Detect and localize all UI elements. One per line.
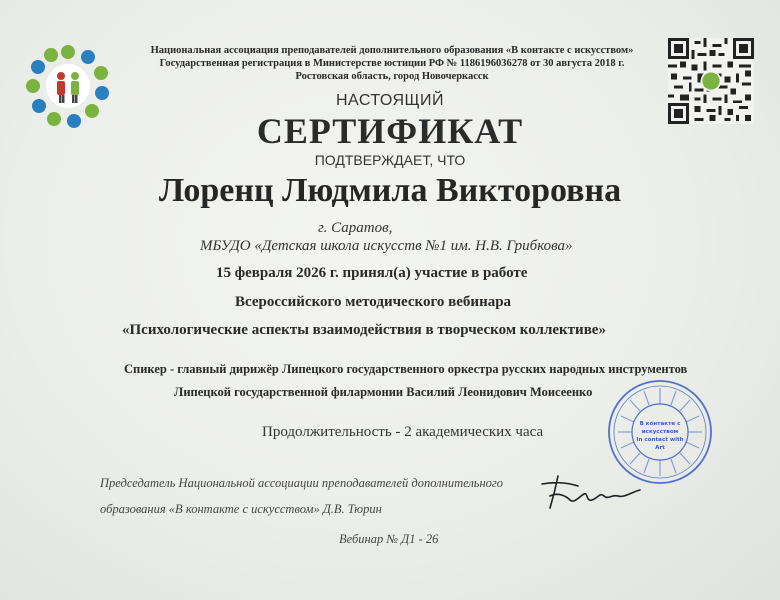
duration: Продолжительность - 2 академических часа: [262, 424, 544, 440]
chairman-line-2: образования «В контакте с искусством» Д.В. Тюрин: [100, 502, 382, 516]
header-registration: Государственная регистрация в Министерстве юстиции РФ № 1186196036278 от 30 августа 2018 г.: [159, 58, 625, 69]
header-organization: Национальная ассоциация преподавателей дополнительного образования «В контакте с искусством»: [150, 45, 634, 56]
webinar-number: Вебинар № Д1 - 26: [339, 532, 439, 546]
certificate-confirms: ПОДТВЕРЖДАЕТ, ЧТО: [314, 152, 466, 168]
participation-date: 15 февраля 2026 г. принял(а) участие в работе: [216, 265, 528, 281]
certificate-title: СЕРТИФИКАТ: [256, 111, 524, 151]
certificate-intro: НАСТОЯЩИЙ: [335, 92, 445, 109]
header: [118, 44, 666, 83]
recipient-city: г. Саратов,: [318, 220, 393, 236]
event-type: Всероссийского методического вебинара: [235, 294, 512, 310]
speaker-line-1: Спикер - главный дирижёр Липецкого государственного оркестра русских народных инструментов: [124, 362, 688, 376]
stamp-text-ru: В контакте с искусством: [639, 421, 681, 435]
chairman-block: [100, 470, 503, 522]
chairman-line-1: Председатель Национальной ассоциации преподавателей дополнительного: [100, 476, 504, 490]
header-location: Ростовская область, город Новочеркасск: [295, 71, 489, 82]
speaker-line-2: Липецкой государственной филармонии Василий Леонидович Моисеенко: [174, 385, 593, 399]
recipient-school: МБУДО «Детская школа искусств №1 им. Н.В. Грибкова»: [200, 238, 573, 254]
recipient-name: Лоренц Людмила Викторовна: [158, 172, 622, 209]
stamp-text-en: In contact with Art: [636, 437, 684, 451]
webinar-topic: «Психологические аспекты взаимодействия в творческом коллективе»: [122, 322, 606, 338]
chairman-signature: [528, 466, 658, 516]
